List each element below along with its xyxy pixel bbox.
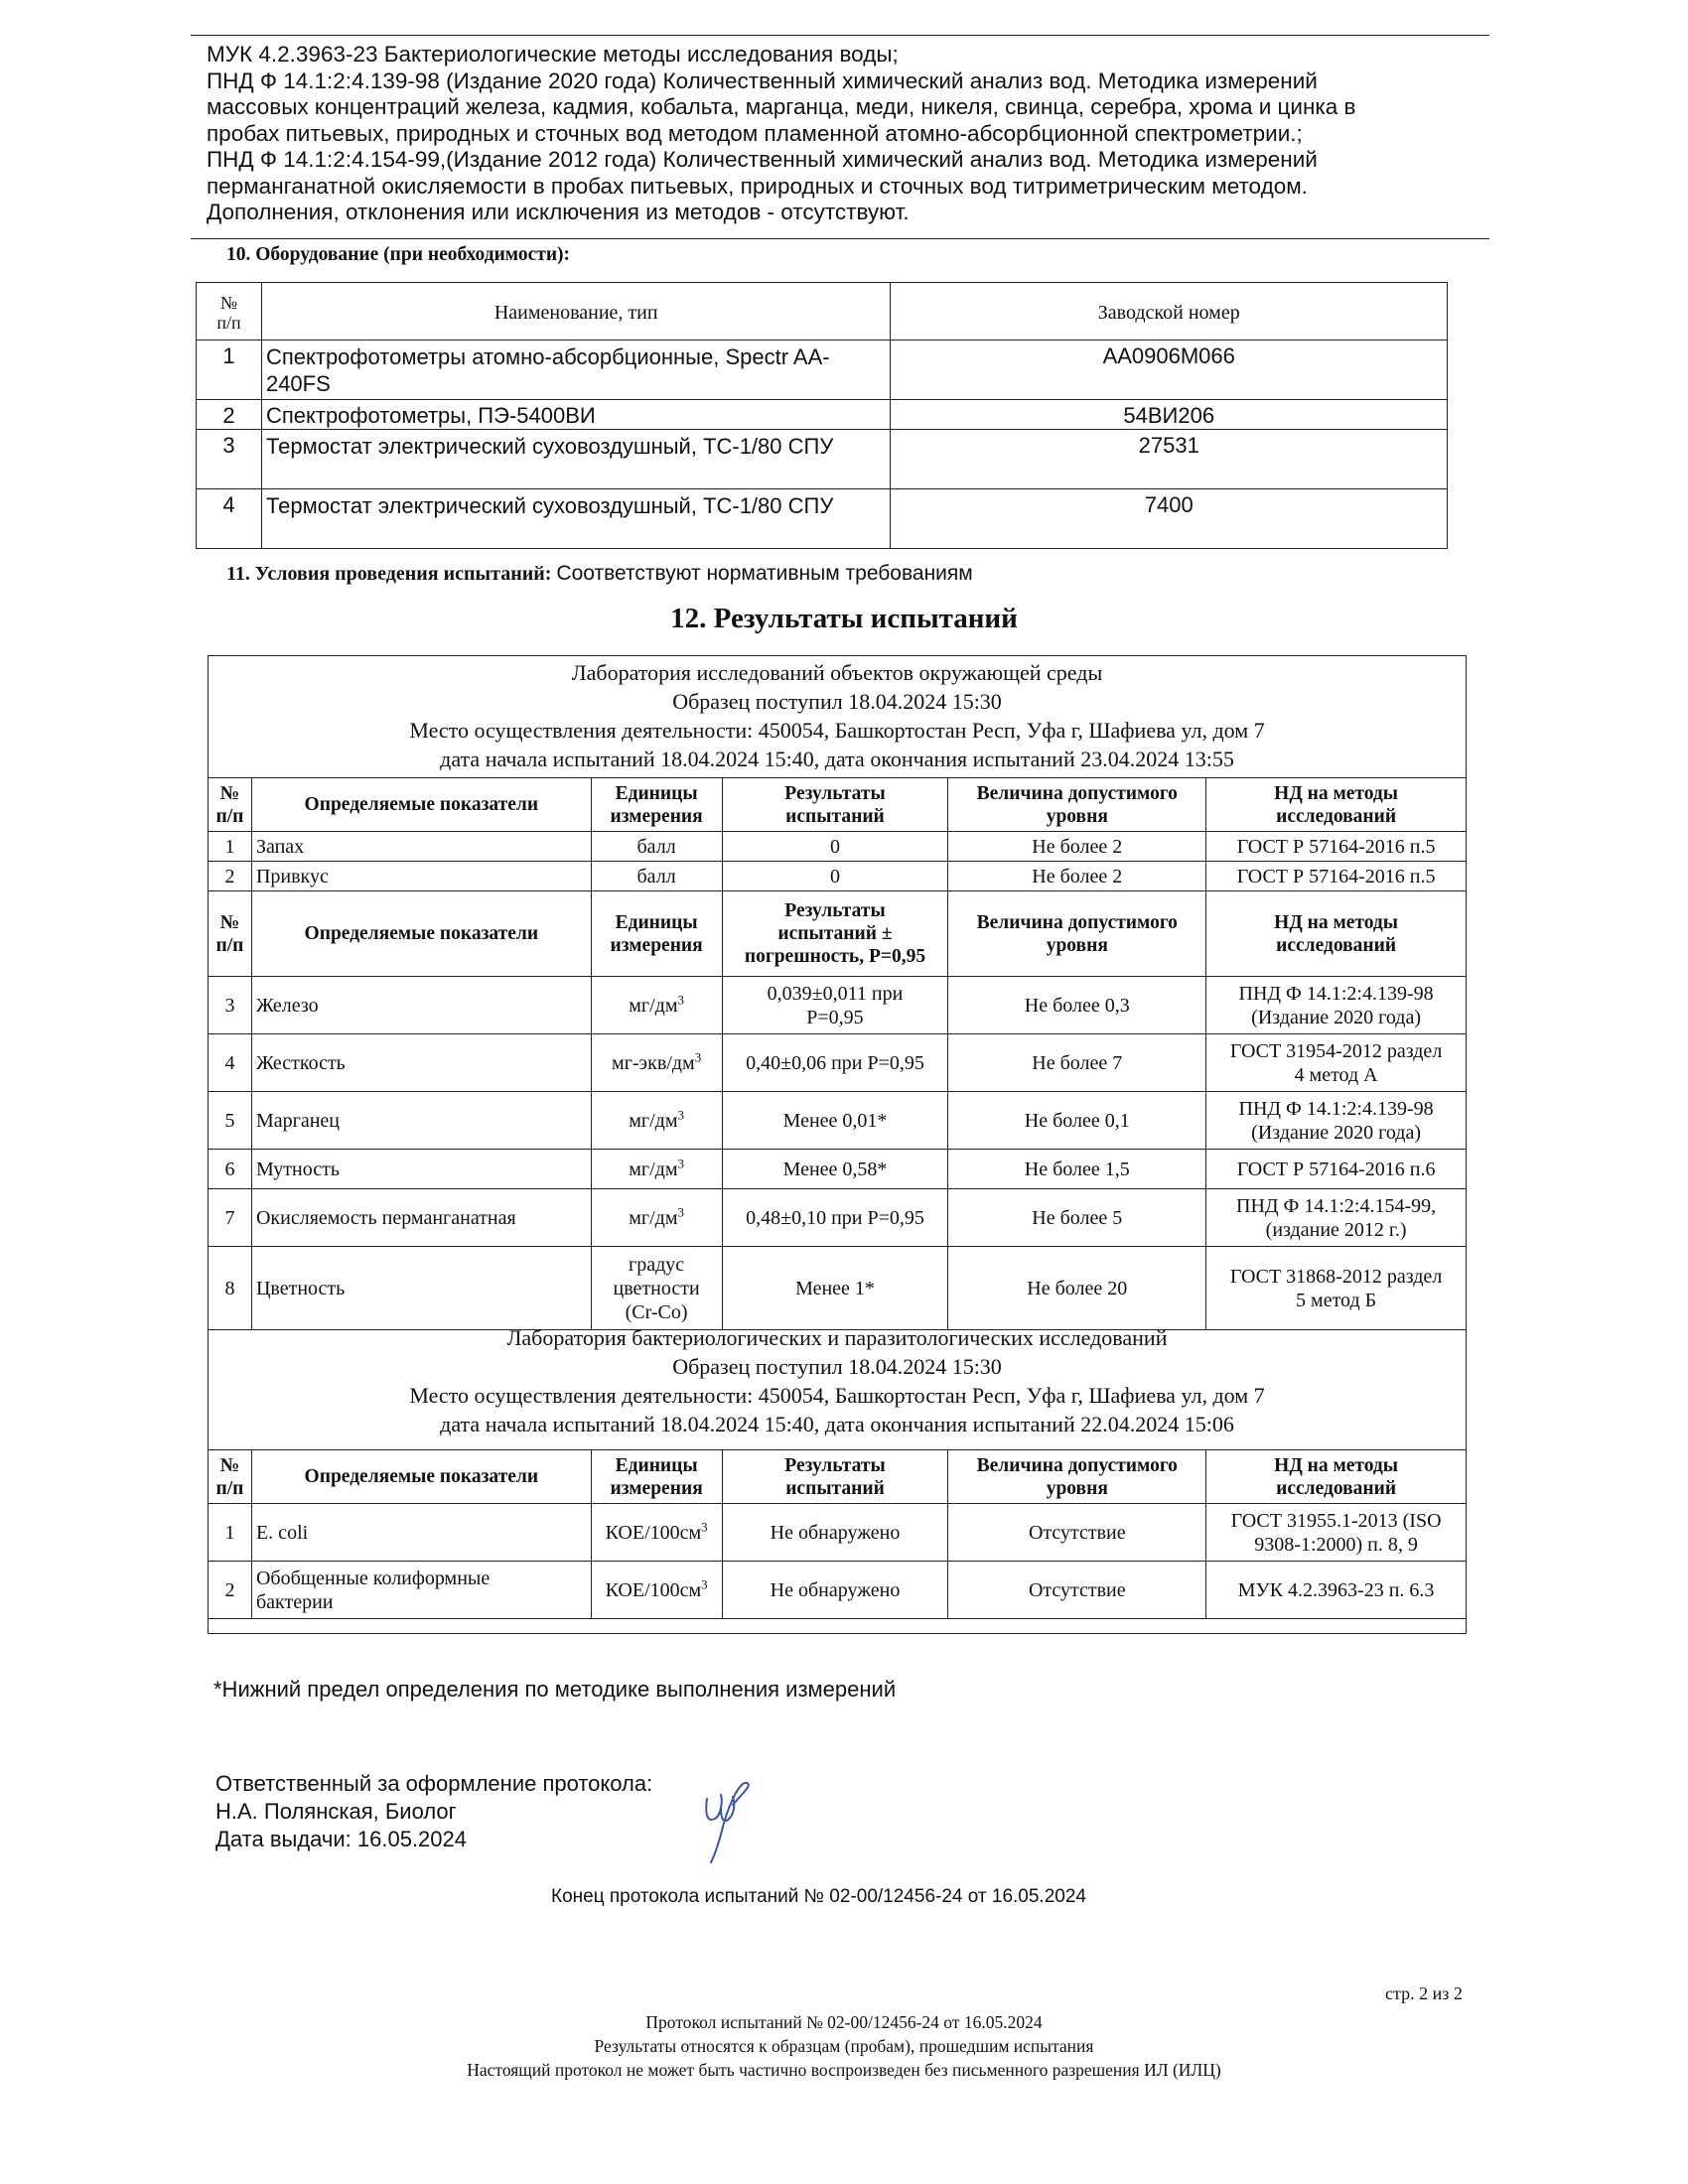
signature-image xyxy=(695,1779,759,1864)
methods-list xyxy=(207,42,1477,226)
limit: Не более 5 xyxy=(948,1189,1206,1247)
methods-line: МУК 4.2.3963-23 Бактериологические методы исследования воды; xyxy=(207,42,899,67)
limit: Не более 2 xyxy=(948,832,1206,862)
indicator-name: Марганец xyxy=(251,1092,591,1150)
unit: градус цветности (Cr-Co) xyxy=(591,1247,722,1330)
unit xyxy=(591,1150,722,1189)
result: 0 xyxy=(722,862,948,891)
lab1-location: Место осуществления деятельности: 450054, Башкортостан Респ, Уфа г, Шафиева ул, дом 7 xyxy=(409,718,1265,743)
equipment-name: Спектрофотометры, ПЭ-5400ВИ xyxy=(261,400,891,430)
table-row xyxy=(209,832,1467,862)
row-num: 1 xyxy=(197,341,262,400)
limit: Не более 20 xyxy=(948,1247,1206,1330)
unit-sup: 3 xyxy=(677,991,684,1007)
lab2-location: Место осуществления деятельности: 450054, Башкортостан Респ, Уфа г, Шафиева ул, дом 7 xyxy=(409,1383,1265,1408)
lab1-received: Образец поступил 18.04.2024 15:30 xyxy=(672,689,1002,714)
lab1-name: Лаборатория исследований объектов окружающей среды xyxy=(571,660,1103,685)
unit-sup: 3 xyxy=(677,1155,684,1170)
equipment-serial: 54ВИ206 xyxy=(891,400,1448,430)
footer-line: Результаты относятся к образцам (пробам), прошедшим испытания xyxy=(594,2036,1094,2056)
unit-sup: 3 xyxy=(677,1106,684,1122)
method: ГОСТ 31955.1-2013 (ISO 9308-1:2000) п. 8, 9 xyxy=(1206,1504,1467,1562)
unit-text: мг/дм xyxy=(629,1206,678,1229)
unit xyxy=(591,1562,722,1619)
equipment-name: Термостат электрический суховоздушный, ТС-1/80 СПУ xyxy=(261,430,891,489)
unit-sup: 3 xyxy=(694,1048,702,1064)
limit: Отсутствие xyxy=(948,1562,1206,1619)
table-header-row xyxy=(209,778,1467,832)
row-num: 6 xyxy=(209,1150,252,1189)
unit-sup: 3 xyxy=(677,1203,684,1219)
unit-sup: 3 xyxy=(701,1575,708,1591)
methods-line: перманганатной окисляемости в пробах питьевых, природных и сточных вод титриметрическим методом. xyxy=(207,173,1308,199)
methods-rule xyxy=(191,238,1489,239)
method: ГОСТ Р 57164-2016 п.5 xyxy=(1206,832,1467,862)
result: Менее 0,01* xyxy=(722,1092,948,1150)
col-unit-header: Единицы измерения xyxy=(591,778,722,832)
indicator-name: Окисляемость перманганатная xyxy=(251,1189,591,1247)
col-indicator-header: Определяемые показатели xyxy=(251,891,591,977)
methods-line: ПНД Ф 14.1:2:4.139-98 (Издание 2020 года) Количественный химический анализ вод. Методика измерений xyxy=(207,68,1318,93)
lab1-results-table xyxy=(208,777,1467,1330)
row-num: 7 xyxy=(209,1189,252,1247)
col-result-header: Результаты испытаний xyxy=(722,1450,948,1504)
table-row xyxy=(209,977,1467,1034)
table-row xyxy=(209,1247,1467,1330)
col-limit-header: Величина допустимого уровня xyxy=(948,1450,1206,1504)
limit: Не более 0,3 xyxy=(948,977,1206,1034)
lab2-name: Лаборатория бактериологических и паразитологических исследований xyxy=(506,1325,1168,1350)
equipment-name: Термостат электрический суховоздушный, ТС-1/80 СПУ xyxy=(261,489,891,549)
table-row xyxy=(209,1092,1467,1150)
table-row xyxy=(197,489,1448,549)
result: 0 xyxy=(722,832,948,862)
indicator-name: Обобщенные колиформные бактерии xyxy=(251,1562,591,1619)
responsible-label: Ответственный за оформление протокола: xyxy=(215,1771,653,1796)
table-row xyxy=(197,341,1448,400)
result: 0,48±0,10 при P=0,95 xyxy=(722,1189,948,1247)
conditions-label: 11. Условия проведения испытаний: xyxy=(226,563,552,585)
indicator-name: Привкус xyxy=(251,862,591,891)
unit-text: мг/дм xyxy=(629,1109,678,1132)
unit-text: мг-экв/дм xyxy=(612,1051,695,1074)
col-indicator-header: Определяемые показатели xyxy=(251,1450,591,1504)
col-serial-header: Заводской номер xyxy=(891,283,1448,341)
method: ПНД Ф 14.1:2:4.139-98 (Издание 2020 года) xyxy=(1206,977,1467,1034)
responsible-person: Н.А. Полянская, Биолог xyxy=(215,1799,457,1824)
col-num-header: № п/п xyxy=(197,283,262,341)
unit xyxy=(591,1189,722,1247)
table-row xyxy=(197,430,1448,489)
unit: балл xyxy=(591,832,722,862)
result: 0,40±0,06 при P=0,95 xyxy=(722,1034,948,1092)
col-num-header: № п/п xyxy=(209,778,252,832)
method: ГОСТ Р 57164-2016 п.6 xyxy=(1206,1150,1467,1189)
col-method-header: НД на методы исследований xyxy=(1206,778,1467,832)
col-indicator-header: Определяемые показатели xyxy=(251,778,591,832)
row-num: 8 xyxy=(209,1247,252,1330)
row-num: 3 xyxy=(209,977,252,1034)
footer xyxy=(0,2010,1688,2082)
method: МУК 4.2.3963-23 п. 6.3 xyxy=(1206,1562,1467,1619)
row-num: 4 xyxy=(209,1034,252,1092)
limit: Не более 1,5 xyxy=(948,1150,1206,1189)
table-header-row xyxy=(209,1450,1467,1504)
page-number: стр. 2 из 2 xyxy=(1385,1983,1463,2003)
top-rule xyxy=(191,35,1489,36)
result: 0,039±0,011 при P=0,95 xyxy=(722,977,948,1034)
indicator-name: Цветность xyxy=(251,1247,591,1330)
conditions-value: Соответствуют нормативным требованиям xyxy=(556,562,973,585)
indicator-name: Железо xyxy=(251,977,591,1034)
conditions-line xyxy=(226,562,973,586)
col-num-header: № п/п xyxy=(209,1450,252,1504)
col-limit-header: Величина допустимого уровня xyxy=(948,778,1206,832)
methods-line: массовых концентраций железа, кадмия, кобальта, марганца, меди, никеля, свинца, серебра, хрома и цинка в xyxy=(207,94,1356,119)
col-limit-header: Величина допустимого уровня xyxy=(948,891,1206,977)
footer-line: Протокол испытаний № 02-00/12456-24 от 16.05.2024 xyxy=(645,2012,1043,2032)
col-name-header: Наименование, тип xyxy=(261,283,891,341)
unit xyxy=(591,1092,722,1150)
table-row xyxy=(209,862,1467,891)
lab1-dates: дата начала испытаний 18.04.2024 15:40, дата окончания испытаний 23.04.2024 13:55 xyxy=(440,747,1234,771)
indicator-name: Мутность xyxy=(251,1150,591,1189)
col-num-header: № п/п xyxy=(209,891,252,977)
lab1-header xyxy=(209,658,1466,773)
limit: Не более 7 xyxy=(948,1034,1206,1092)
limit: Не более 0,1 xyxy=(948,1092,1206,1150)
methods-line: Дополнения, отклонения или исключения из методов - отсутствуют. xyxy=(207,200,910,224)
result: Менее 0,58* xyxy=(722,1150,948,1189)
unit xyxy=(591,1034,722,1092)
col-method-header: НД на методы исследований xyxy=(1206,891,1467,977)
unit-text: КОЕ/100см xyxy=(605,1578,702,1601)
limit: Отсутствие xyxy=(948,1504,1206,1562)
row-num: 2 xyxy=(197,400,262,430)
result: Не обнаружено xyxy=(722,1504,948,1562)
unit: балл xyxy=(591,862,722,891)
methods-line: ПНД Ф 14.1:2:4.154-99,(Издание 2012 года) Количественный химический анализ вод. Методика измерений xyxy=(207,147,1318,172)
method: ГОСТ 31868-2012 раздел 5 метод Б xyxy=(1206,1247,1467,1330)
results-title: 12. Результаты испытаний xyxy=(670,603,1018,634)
row-num: 1 xyxy=(209,832,252,862)
limit: Не более 2 xyxy=(948,862,1206,891)
unit-sup: 3 xyxy=(701,1518,708,1534)
row-num: 4 xyxy=(197,489,262,549)
result: Менее 1* xyxy=(722,1247,948,1330)
lab2-dates: дата начала испытаний 18.04.2024 15:40, дата окончания испытаний 22.04.2024 15:06 xyxy=(440,1412,1234,1436)
table-row xyxy=(209,1189,1467,1247)
unit-text: КОЕ/100см xyxy=(605,1521,702,1544)
col-result-header: Результаты испытаний ± погрешность, P=0,95 xyxy=(722,891,948,977)
lab2-header xyxy=(209,1323,1466,1438)
table-header-row xyxy=(209,891,1467,977)
table-row xyxy=(209,1562,1467,1619)
unit-text: мг/дм xyxy=(629,1158,678,1180)
methods-line: пробах питьевых, природных и сточных вод методом пламенной атомно-абсорбционной спектрометрии.; xyxy=(207,120,1303,146)
col-method-header: НД на методы исследований xyxy=(1206,1450,1467,1504)
col-unit-header: Единицы измерения xyxy=(591,1450,722,1504)
footnote: *Нижний предел определения по методике выполнения измерений xyxy=(213,1677,897,1702)
equipment-serial: 7400 xyxy=(891,489,1448,549)
method: ГОСТ Р 57164-2016 п.5 xyxy=(1206,862,1467,891)
unit xyxy=(591,977,722,1034)
method: ПНД Ф 14.1:2:4.139-98 (Издание 2020 года) xyxy=(1206,1092,1467,1150)
unit xyxy=(591,1504,722,1562)
indicator-name: Запах xyxy=(251,832,591,862)
result: Не обнаружено xyxy=(722,1562,948,1619)
row-num: 3 xyxy=(197,430,262,489)
equipment-serial: 27531 xyxy=(891,430,1448,489)
end-note: Конец протокола испытаний № 02-00/12456-24 от 16.05.2024 xyxy=(551,1886,1086,1907)
signature-block xyxy=(215,1770,652,1853)
footer-line: Настоящий протокол не может быть частично воспроизведен без письменного разрешения ИЛ (ИЛЦ) xyxy=(467,2060,1221,2080)
issue-date: Дата выдачи: 16.05.2024 xyxy=(215,1827,467,1851)
row-num: 2 xyxy=(209,1562,252,1619)
equipment-table xyxy=(196,282,1448,549)
equipment-title: 10. Оборудование (при необходимости): xyxy=(226,244,571,265)
table-row xyxy=(209,1150,1467,1189)
equipment-name: Спектрофотометры атомно-абсорбционные, Spectr AA-240FS xyxy=(261,341,891,400)
table-row xyxy=(197,400,1448,430)
row-num: 5 xyxy=(209,1092,252,1150)
col-unit-header: Единицы измерения xyxy=(591,891,722,977)
table-row xyxy=(209,1034,1467,1092)
equipment-serial: AA0906M066 xyxy=(891,341,1448,400)
row-num: 2 xyxy=(209,862,252,891)
lab2-results-table xyxy=(208,1449,1467,1619)
row-num: 1 xyxy=(209,1504,252,1562)
method: ГОСТ 31954-2012 раздел 4 метод А xyxy=(1206,1034,1467,1092)
indicator-name: E. coli xyxy=(251,1504,591,1562)
indicator-name: Жесткость xyxy=(251,1034,591,1092)
table-row xyxy=(209,1504,1467,1562)
method: ПНД Ф 14.1:2:4.154-99, (издание 2012 г.) xyxy=(1206,1189,1467,1247)
col-result-header: Результаты испытаний xyxy=(722,778,948,832)
unit-text: мг/дм xyxy=(629,994,678,1017)
equipment-header xyxy=(197,283,1448,341)
lab2-received: Образец поступил 18.04.2024 15:30 xyxy=(672,1354,1002,1379)
